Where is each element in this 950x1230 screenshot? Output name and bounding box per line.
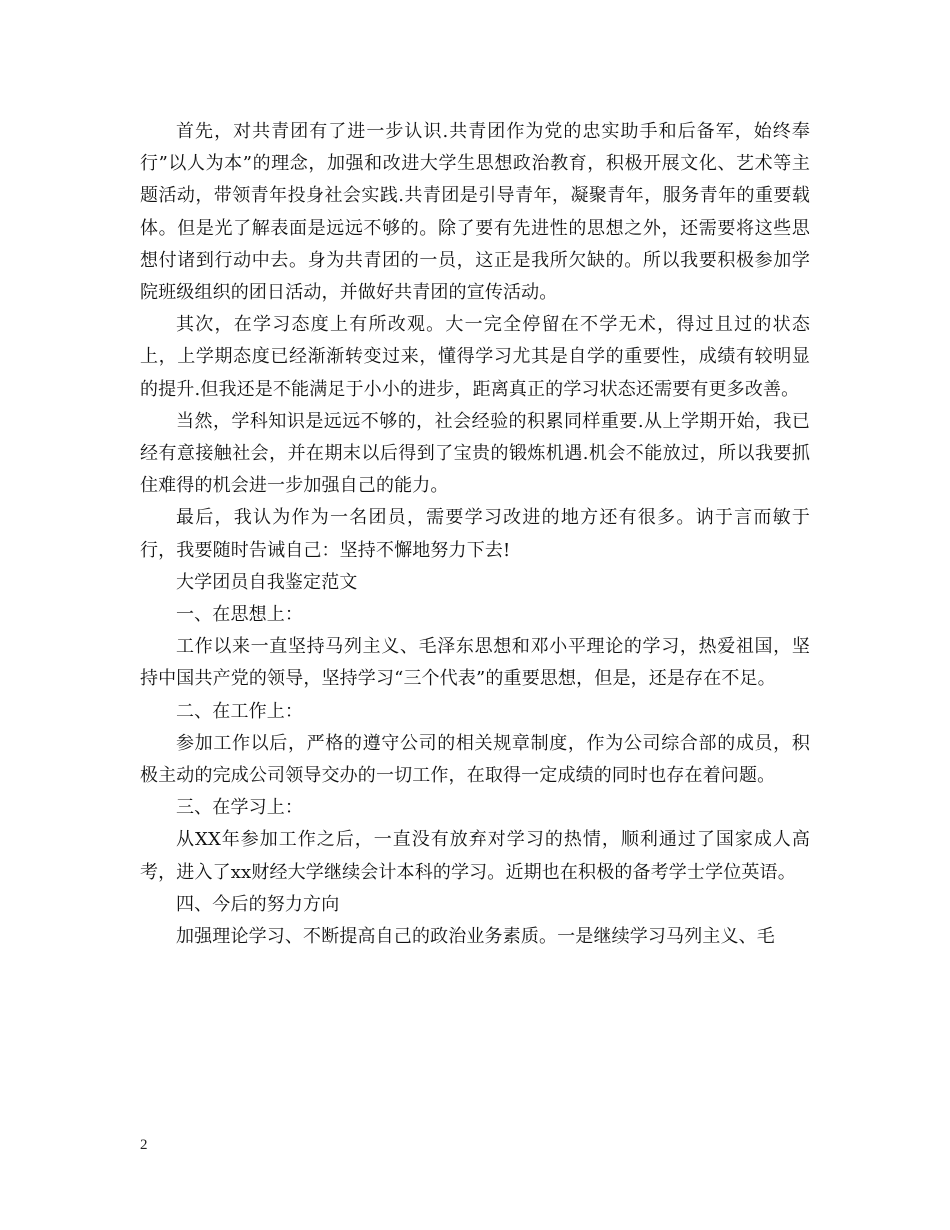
paragraph-study: 从XX年参加工作之后，一直没有放弃对学习的热情，顺利通过了国家成人高考，进入了xx财经大学继续会计本科的学习。近期也在积极的备考学士学位英语。 [140, 829, 810, 883]
paragraph-work: 参加工作以后，严格的遵守公司的相关规章制度，作为公司综合部的成员，积极主动的完成公司领导交办的一切工作，在取得一定成绩的同时也存在着问题。 [140, 732, 810, 787]
paragraph-intro-first: 首先，对共青团有了进一步认识.共青团作为党的忠实助手和后备军，始终奉行”以人为本”的理念，加强和改进大学生思想政治教育，积极开展文化、艺术等主题活动，带领青年投身社会实践.共青团是引导青年，凝聚青年，服务青年的重要载体。但是光了解表面是远远不够的。除了要有先进性的思想之外，还需要将这些思想付诸到行动中去。身为共青团的一员，这正是我所欠缺的。所以我要积极参加学院班级组织的团日活动，并做好共青团的宣传活动。 [140, 121, 810, 304]
paragraph-future-direction: 加强理论学习、不断提高自己的政治业务素质。一是继续学习马列主义、毛 [176, 926, 775, 948]
page-number: 2 [140, 1137, 148, 1153]
paragraph-third: 当然，学科知识是远远不够的，社会经验的积累同样重要.从上学期开始，我已经有意接触社会，并在期末以后得到了宝贵的锻炼机遇.机会不能放过，所以我要抓住难得的机会进一步加强自己的能力。 [140, 410, 810, 497]
paragraph-second: 其次，在学习态度上有所改观。大一完全停留在不学无术，得过且过的状态上，上学期态度已经渐渐转变过来，懂得学习尤其是自学的重要性，成绩有较明显的提升.但我还是不能满足于小小的进步，距离真正的学习状态还需要有更多改善。 [140, 314, 810, 400]
heading-study: 三、在学习上： [176, 797, 304, 819]
section-title: 大学团员自我鉴定范文 [176, 571, 358, 593]
heading-future-direction: 四、今后的努力方向 [176, 893, 340, 915]
paragraph-last: 最后，我认为作为一名团员，需要学习改进的地方还有很多。讷于言而敏于行，我要随时告诫自己：坚持不懈地努力下去! [140, 507, 810, 561]
paragraph-thought: 工作以来一直坚持马列主义、毛泽东思想和邓小平理论的学习，热爱祖国，坚持中国共产党的领导，坚持学习“三个代表”的重要思想，但是，还是存在不足。 [140, 636, 810, 690]
document-body [140, 116, 810, 953]
heading-thought: 一、在思想上： [176, 604, 304, 626]
heading-work: 二、在工作上： [176, 700, 304, 722]
